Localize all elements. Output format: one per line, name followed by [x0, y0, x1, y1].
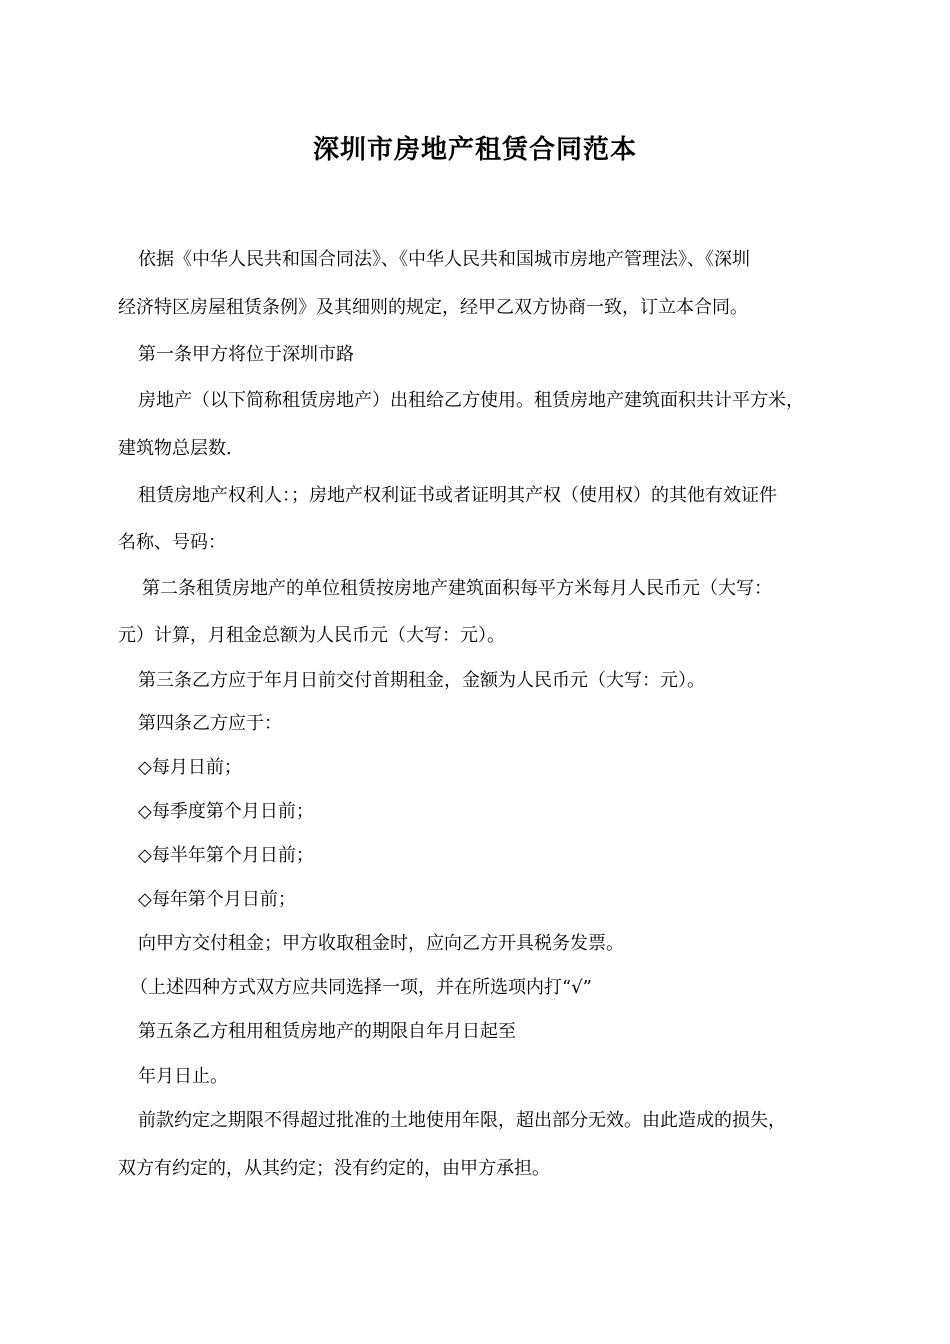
paragraph-line: 第四条乙方应于： — [138, 713, 282, 734]
paragraph-line: 房地产（以下简称租赁房地产）出租给乙方使用。租赁房地产建筑面积共计平方米， — [138, 390, 804, 411]
paragraph-line: 第一条甲方将位于深圳市路 — [138, 344, 354, 365]
paragraph-line: 名称、号码： — [118, 532, 226, 553]
paragraph-line: 第三条乙方应于年月日前交付首期租金，金额为人民币元（大写：元）。 — [138, 670, 705, 691]
paragraph-line: 年月日止。 — [138, 1066, 228, 1087]
paragraph-line: （上述四种方式双方应共同选择一项，并在所选项内打“√” — [130, 977, 592, 998]
paragraph-line: 建筑物总层数. — [118, 438, 232, 459]
paragraph-line: 依据《中华人民共和国合同法》、《中华人民共和国城市房地产管理法》、《深圳 — [138, 249, 750, 270]
paragraph-line: 向甲方交付租金；甲方收取租金时，应向乙方开具税务发票。 — [138, 933, 624, 954]
document-title: 深圳市房地产租赁合同范本 — [312, 135, 637, 165]
option-item: ◇每半年第个月日前； — [138, 845, 314, 866]
paragraph-line: 第五条乙方租用租赁房地产的期限自年月日起至 — [138, 1021, 516, 1042]
paragraph-line: 租赁房地产权利人：；房地产权利证书或者证明其产权（使用权）的其他有效证件 — [138, 485, 777, 506]
paragraph-line: 元）计算，月租金总额为人民币元（大写：元）。 — [118, 625, 505, 646]
paragraph-line: 第二条租赁房地产的单位租赁按房地产建筑面积每平方米每月人民币元（大写： — [142, 578, 772, 599]
paragraph-line: 经济特区房屋租赁条例》及其细则的规定，经甲乙双方协商一致，订立本合同。 — [118, 297, 748, 318]
paragraph-line: 双方有约定的，从其约定；没有约定的，由甲方承担。 — [118, 1158, 550, 1179]
option-item: ◇每月日前； — [138, 757, 242, 778]
paragraph-line: 前款约定之期限不得超过批准的土地使用年限，超出部分无效。由此造成的损失， — [138, 1110, 786, 1131]
option-item: ◇每年第个月日前； — [138, 889, 296, 910]
option-item: ◇每季度第个月日前； — [138, 801, 314, 822]
